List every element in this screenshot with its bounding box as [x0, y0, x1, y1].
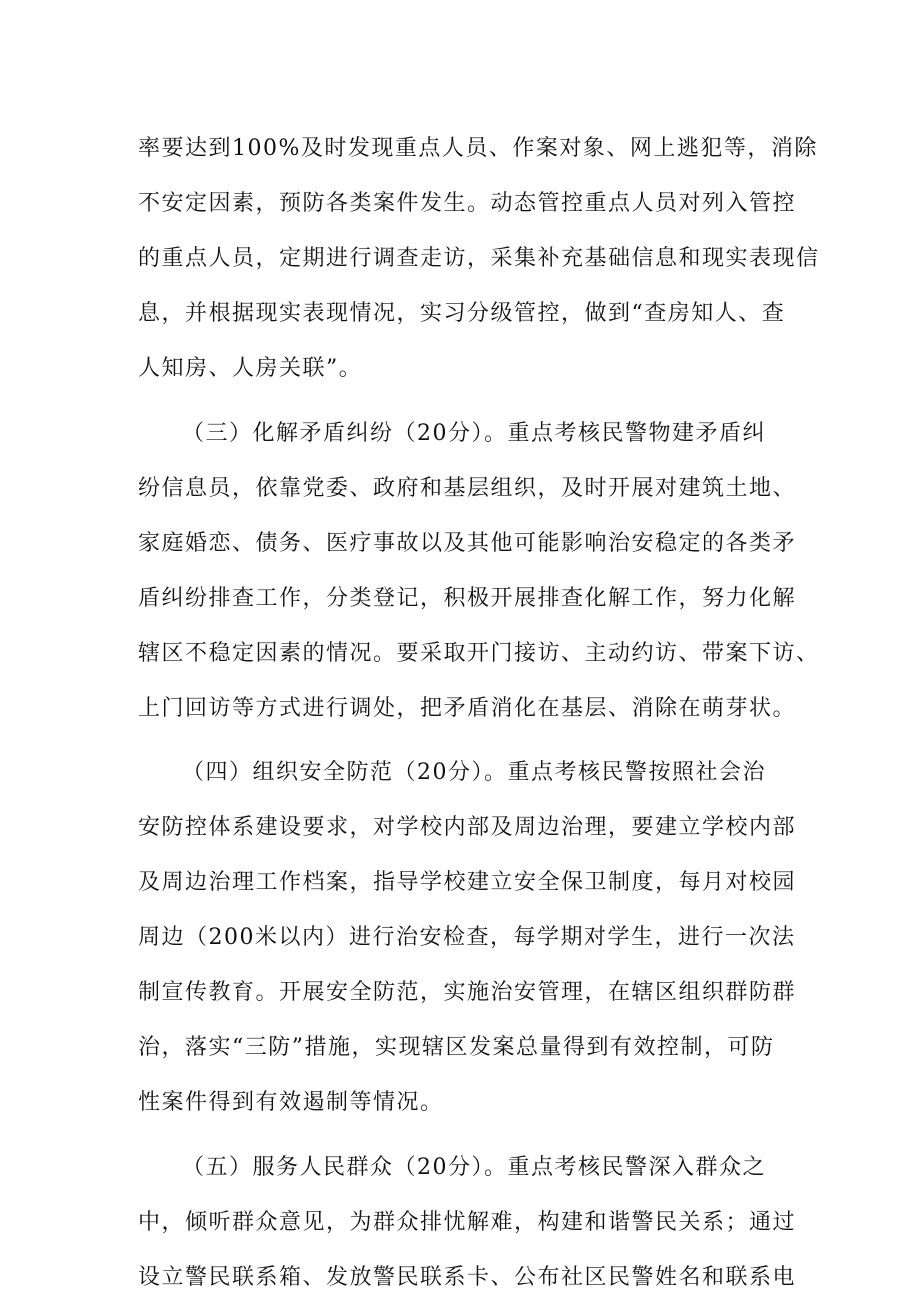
text-line-8: 家庭婚恋、债务、医疗事故以及其他可能影响治安稳定的各类矛	[138, 531, 797, 556]
text-line-11: 上门回访等方式进行调处，把矛盾消化在基层、消除在萌芽状。	[138, 696, 797, 721]
text-line-3: 的重点人员，定期进行调查走访，采集补充基础信息和现实表现信	[138, 246, 820, 271]
text-line-15: 周边（200米以内）进行治安检查，每学期对学生，进行一次法	[138, 925, 796, 950]
text-line-5: 人知房、人房关联”。	[138, 356, 363, 381]
text-line-21: 设立警民联系箱、发放警民联系卡、公布社区民警姓名和联系电	[138, 1265, 797, 1290]
text-line-4: 息，并根据现实表现情况，实习分级管控，做到“查房知人、查	[138, 301, 786, 326]
text-line-10: 辖区不稳定因素的情况。要采取开门接访、主动约访、带案下访、	[138, 641, 820, 666]
text-line-18: 性案件得到有效遏制等情况。	[138, 1090, 444, 1115]
text-line-17: 治，落实“三防”措施，实现辖区发案总量得到有效控制，可防	[138, 1035, 775, 1060]
text-line-16: 制宣传教育。开展安全防范，实施治安管理，在辖区组织群防群	[138, 980, 797, 1005]
text-line-2: 不安定因素，预防各类案件发生。动态管控重点人员对列入管控	[138, 191, 797, 216]
section-4-heading-line: （四）组织安全防范（20分）。重点考核民警按照社会治	[182, 760, 766, 785]
text-line-9: 盾纠纷排查工作，分类登记，积极开展排查化解工作，努力化解	[138, 586, 797, 611]
text-line-1: 率要达到100%及时发现重点人员、作案对象、网上逃犯等，消除	[138, 136, 818, 161]
text-line-14: 及周边治理工作档案，指导学校建立安全保卫制度，每月对校园	[138, 870, 797, 895]
text-line-7: 纷信息员，依靠党委、政府和基层组织，及时开展对建筑土地、	[138, 476, 797, 501]
text-line-20: 中，倾听群众意见，为群众排忧解难，构建和谐警民关系；通过	[138, 1210, 797, 1235]
section-3-heading-line: （三）化解矛盾纠纷（20分）。重点考核民警物建矛盾纠	[182, 421, 766, 446]
section-5-heading-line: （五）服务人民群众（20分）。重点考核民警深入群众之	[182, 1155, 766, 1180]
text-line-13: 安防控体系建设要求，对学校内部及周边治理，要建立学校内部	[138, 815, 797, 840]
